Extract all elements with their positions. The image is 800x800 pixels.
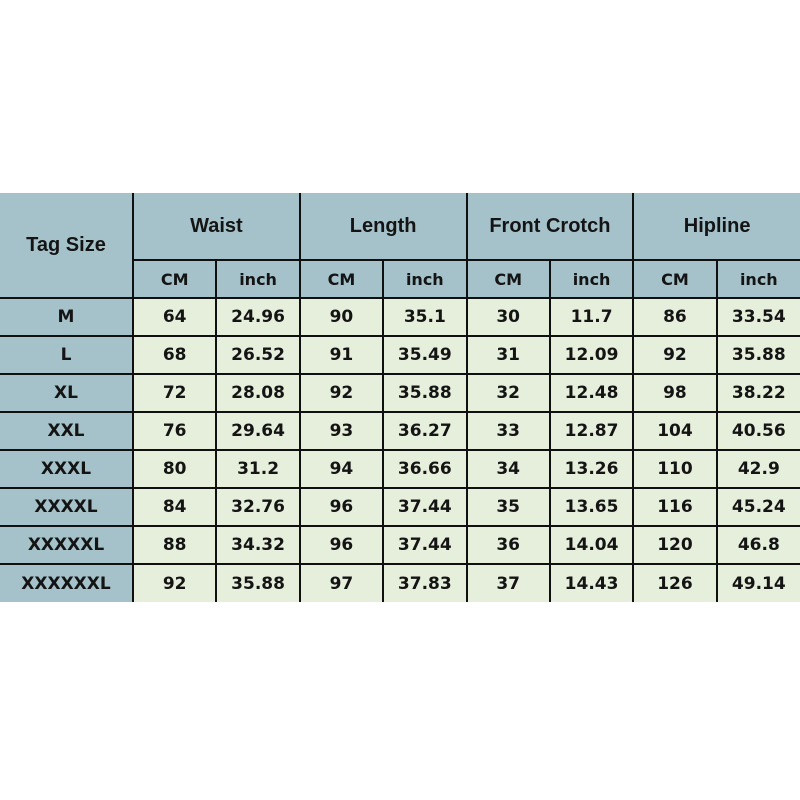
size-label: XXXXL xyxy=(0,488,133,526)
unit-header-length-inch: inch xyxy=(383,260,466,298)
value-cell: 96 xyxy=(300,526,383,564)
group-header-front-crotch: Front Crotch xyxy=(467,193,634,260)
value-cell: 46.8 xyxy=(717,526,800,564)
group-header-length: Length xyxy=(300,193,467,260)
value-cell: 33.54 xyxy=(717,298,800,336)
value-cell: 13.65 xyxy=(550,488,633,526)
value-cell: 32 xyxy=(467,374,550,412)
value-cell: 28.08 xyxy=(216,374,299,412)
value-cell: 24.96 xyxy=(216,298,299,336)
value-cell: 14.43 xyxy=(550,564,633,602)
value-cell: 14.04 xyxy=(550,526,633,564)
group-header-waist: Waist xyxy=(133,193,300,260)
value-cell: 64 xyxy=(133,298,216,336)
value-cell: 94 xyxy=(300,450,383,488)
size-label: XL xyxy=(0,374,133,412)
value-cell: 40.56 xyxy=(717,412,800,450)
size-label: M xyxy=(0,298,133,336)
unit-header-hipline-cm: CM xyxy=(633,260,716,298)
value-cell: 110 xyxy=(633,450,716,488)
table-row xyxy=(0,526,800,564)
tag-size-header: Tag Size xyxy=(0,193,133,298)
value-cell: 37.44 xyxy=(383,526,466,564)
value-cell: 12.09 xyxy=(550,336,633,374)
value-cell: 92 xyxy=(133,564,216,602)
value-cell: 116 xyxy=(633,488,716,526)
value-cell: 80 xyxy=(133,450,216,488)
value-cell: 49.14 xyxy=(717,564,800,602)
value-cell: 35.1 xyxy=(383,298,466,336)
value-cell: 36.66 xyxy=(383,450,466,488)
size-label: L xyxy=(0,336,133,374)
size-label: XXXXXXL xyxy=(0,564,133,602)
value-cell: 35.88 xyxy=(216,564,299,602)
value-cell: 42.9 xyxy=(717,450,800,488)
table-row xyxy=(0,374,800,412)
value-cell: 35.88 xyxy=(717,336,800,374)
value-cell: 68 xyxy=(133,336,216,374)
value-cell: 92 xyxy=(633,336,716,374)
value-cell: 36 xyxy=(467,526,550,564)
value-cell: 90 xyxy=(300,298,383,336)
value-cell: 11.7 xyxy=(550,298,633,336)
value-cell: 34.32 xyxy=(216,526,299,564)
table-row xyxy=(0,336,800,374)
table-row xyxy=(0,564,800,602)
value-cell: 91 xyxy=(300,336,383,374)
value-cell: 93 xyxy=(300,412,383,450)
value-cell: 35.49 xyxy=(383,336,466,374)
unit-header-length-cm: CM xyxy=(300,260,383,298)
value-cell: 92 xyxy=(300,374,383,412)
value-cell: 86 xyxy=(633,298,716,336)
unit-header-waist-cm: CM xyxy=(133,260,216,298)
value-cell: 120 xyxy=(633,526,716,564)
value-cell: 97 xyxy=(300,564,383,602)
unit-header-front-crotch-cm: CM xyxy=(467,260,550,298)
value-cell: 29.64 xyxy=(216,412,299,450)
value-cell: 88 xyxy=(133,526,216,564)
value-cell: 126 xyxy=(633,564,716,602)
value-cell: 35.88 xyxy=(383,374,466,412)
value-cell: 76 xyxy=(133,412,216,450)
value-cell: 84 xyxy=(133,488,216,526)
value-cell: 37.83 xyxy=(383,564,466,602)
value-cell: 37.44 xyxy=(383,488,466,526)
value-cell: 31 xyxy=(467,336,550,374)
value-cell: 31.2 xyxy=(216,450,299,488)
size-label: XXXXXL xyxy=(0,526,133,564)
value-cell: 36.27 xyxy=(383,412,466,450)
table-row xyxy=(0,298,800,336)
size-label: XXL xyxy=(0,412,133,450)
unit-header-hipline-inch: inch xyxy=(717,260,800,298)
value-cell: 33 xyxy=(467,412,550,450)
size-label: XXXL xyxy=(0,450,133,488)
value-cell: 38.22 xyxy=(717,374,800,412)
group-header-hipline: Hipline xyxy=(633,193,800,260)
value-cell: 37 xyxy=(467,564,550,602)
table-row xyxy=(0,488,800,526)
unit-header-waist-inch: inch xyxy=(216,260,299,298)
value-cell: 98 xyxy=(633,374,716,412)
value-cell: 30 xyxy=(467,298,550,336)
value-cell: 104 xyxy=(633,412,716,450)
group-header-row xyxy=(0,193,800,260)
value-cell: 45.24 xyxy=(717,488,800,526)
size-chart-table xyxy=(0,193,800,602)
value-cell: 12.48 xyxy=(550,374,633,412)
table-row xyxy=(0,450,800,488)
value-cell: 35 xyxy=(467,488,550,526)
value-cell: 96 xyxy=(300,488,383,526)
value-cell: 72 xyxy=(133,374,216,412)
unit-header-front-crotch-inch: inch xyxy=(550,260,633,298)
value-cell: 32.76 xyxy=(216,488,299,526)
value-cell: 13.26 xyxy=(550,450,633,488)
value-cell: 26.52 xyxy=(216,336,299,374)
table-row xyxy=(0,412,800,450)
value-cell: 34 xyxy=(467,450,550,488)
value-cell: 12.87 xyxy=(550,412,633,450)
